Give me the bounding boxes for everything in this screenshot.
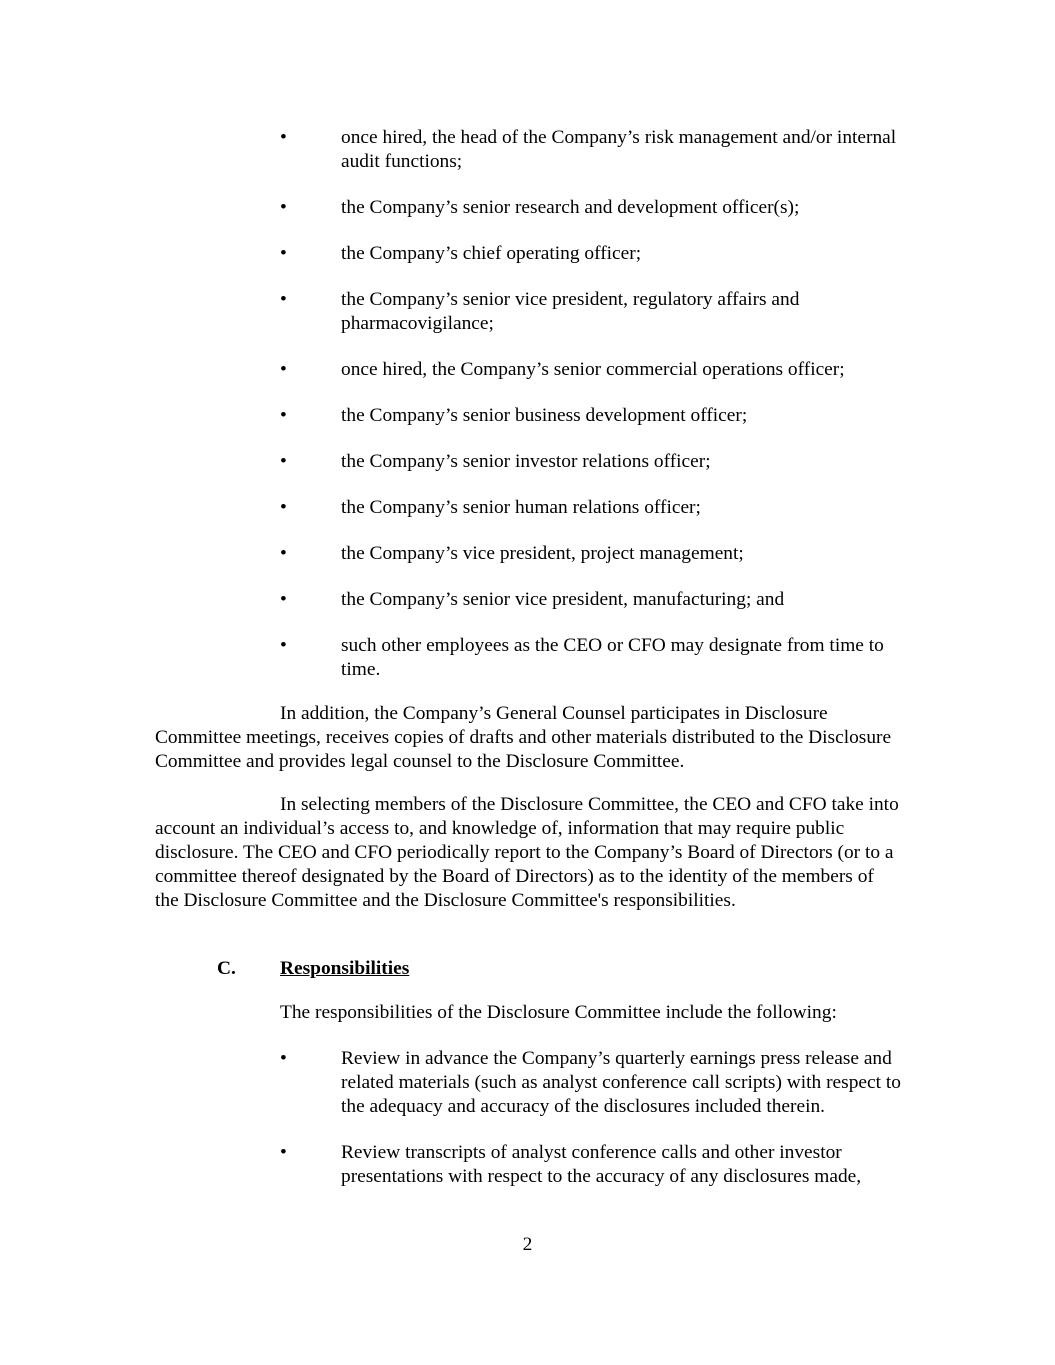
- list-item-text: the Company’s chief operating officer;: [341, 243, 642, 264]
- bullet-icon: •: [280, 197, 287, 218]
- list-item: [0, 450, 1055, 474]
- list-item-text: the Company’s senior investor relations officer;: [341, 451, 711, 472]
- section-letter: C.: [217, 958, 236, 979]
- list-item: [0, 496, 1055, 520]
- bullet-icon: •: [280, 1142, 287, 1163]
- list-item: [0, 196, 1055, 220]
- list-item: [0, 288, 1055, 336]
- list-item: [0, 588, 1055, 612]
- list-item-text: the Company’s senior vice president, regulatory affairs and pharmacovigilance;: [341, 289, 800, 334]
- bullet-icon: •: [280, 543, 287, 564]
- responsibilities-bullet-list: [0, 1047, 1055, 1211]
- list-item: [0, 1047, 1055, 1119]
- list-item-text: the Company’s senior business development officer;: [341, 405, 748, 426]
- bullet-icon: •: [280, 243, 287, 264]
- bullet-icon: •: [280, 497, 287, 518]
- bullet-icon: •: [280, 289, 287, 310]
- section-title: Responsibilities: [280, 958, 410, 979]
- list-item-text: once hired, the head of the Company’s risk management and/or internal audit functions;: [341, 127, 897, 172]
- list-item-text: the Company’s vice president, project management;: [341, 543, 744, 564]
- list-item-text: the Company’s senior human relations officer;: [341, 497, 701, 518]
- list-item: [0, 358, 1055, 382]
- section-intro: The responsibilities of the Disclosure Committee include the following:: [280, 1002, 837, 1023]
- list-item-text: such other employees as the CEO or CFO may designate from time to time.: [341, 635, 884, 680]
- list-item: [0, 404, 1055, 428]
- list-item-text: Review transcripts of analyst conference calls and other investor presentations with respect to the accuracy of any disclosures made,: [341, 1142, 862, 1187]
- list-item: [0, 1141, 1055, 1189]
- bullet-icon: •: [280, 1048, 287, 1069]
- list-item-text: the Company’s senior vice president, manufacturing; and: [341, 589, 785, 610]
- page-number: 2: [522, 1234, 533, 1255]
- list-item-text: the Company’s senior research and development officer(s);: [341, 197, 800, 218]
- general-counsel-paragraph: In addition, the Company’s General Counsel participates in Disclosure Committee meetings, receives copies of drafts and other materials distributed to the Disclosure Committee and provides legal counsel to the Disclosure Committee.: [155, 703, 892, 772]
- list-item: [0, 126, 1055, 174]
- bullet-icon: •: [280, 635, 287, 656]
- bullet-icon: •: [280, 127, 287, 148]
- list-item: [0, 242, 1055, 266]
- list-item-text: once hired, the Company’s senior commercial operations officer;: [341, 359, 845, 380]
- member-selection-paragraph: In selecting members of the Disclosure Committee, the CEO and CFO take into account an individual’s access to, and knowledge of, information that may require public disclosure. The CEO and CFO periodically report to the Company’s Board of Directors (or to a committee thereof designated by the Board of Directors) as to the identity of the members of the Disclosure Committee and the Disclosure Committee's responsibilities.: [155, 794, 899, 911]
- officer-bullet-list: [0, 126, 1055, 704]
- bullet-icon: •: [280, 359, 287, 380]
- list-item: [0, 634, 1055, 682]
- bullet-icon: •: [280, 451, 287, 472]
- bullet-icon: •: [280, 589, 287, 610]
- list-item: [0, 542, 1055, 566]
- bullet-icon: •: [280, 405, 287, 426]
- list-item-text: Review in advance the Company’s quarterly earnings press release and related materials (such as analyst conference call scripts) with respect to the adequacy and accuracy of the disclosures included therein.: [341, 1048, 901, 1117]
